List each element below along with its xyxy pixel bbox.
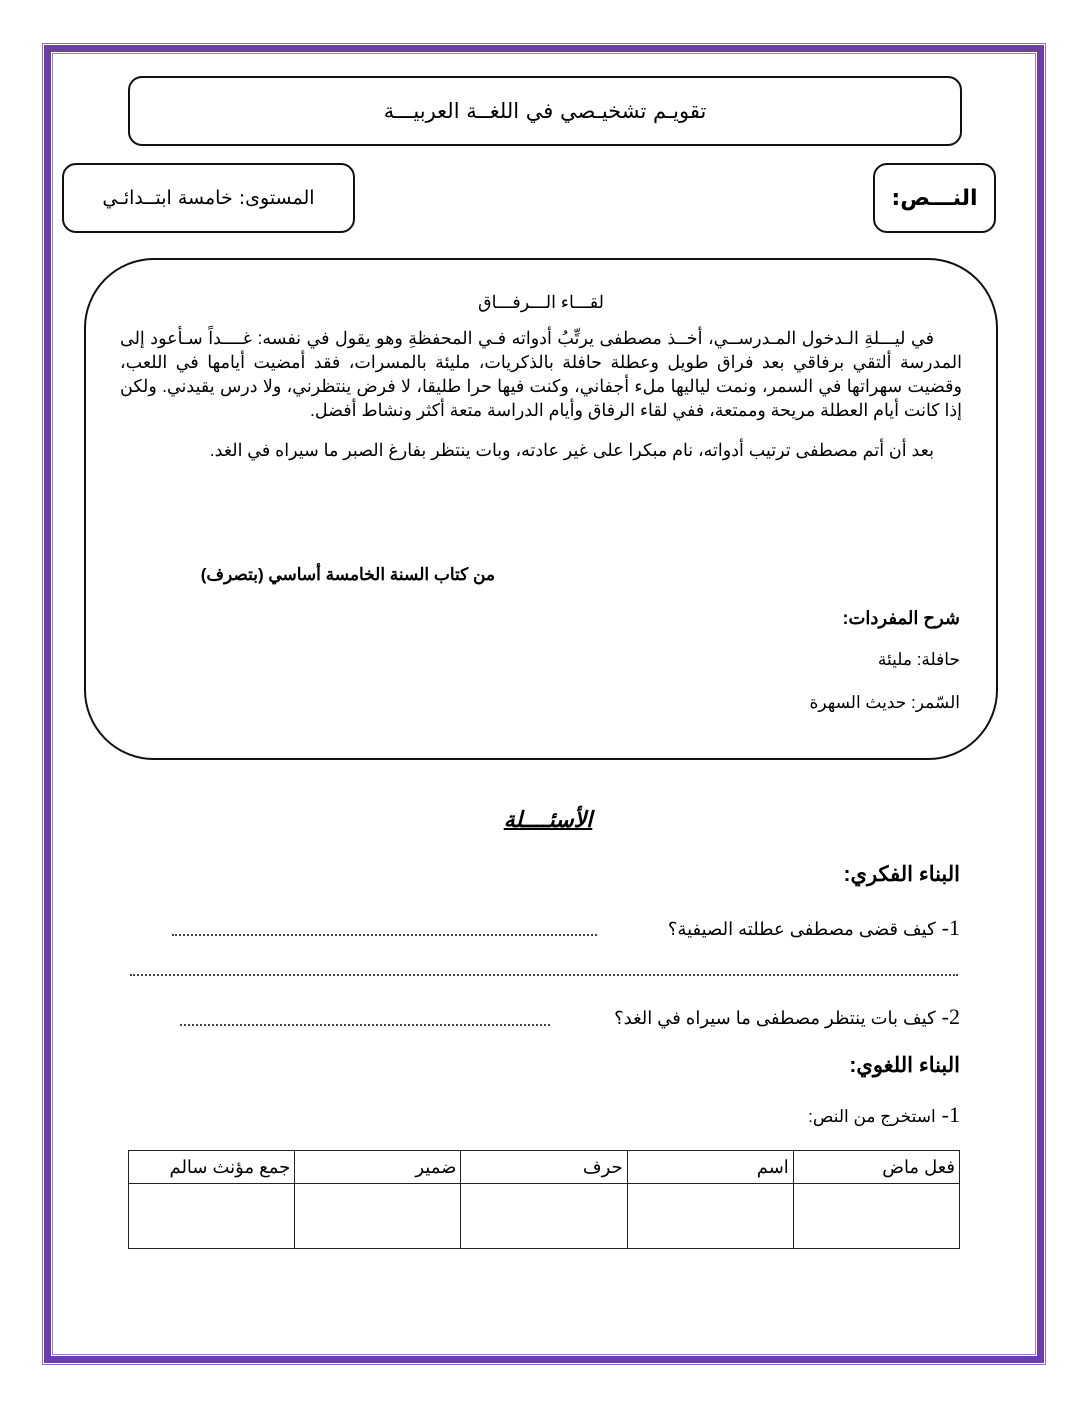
- questions-heading: [0, 808, 1088, 833]
- answer-cell[interactable]: [461, 1184, 627, 1249]
- comprehension-section-title: البناء الفكري:: [843, 863, 960, 886]
- level-box: [62, 163, 355, 233]
- passage-paragraph-2: بعد أن أتم مصطفى ترتيب أدواته، نام مبكرا على غير عادته، وبات ينتظر بفارغ الصبر ما سيراه في الغد.: [209, 440, 934, 460]
- passage: [120, 290, 962, 462]
- answer-cell[interactable]: [295, 1184, 461, 1249]
- language-section-title: البناء اللغوي:: [849, 1054, 960, 1077]
- table-row: [129, 1184, 960, 1249]
- vocab-item: حافلة: مليئة: [877, 650, 960, 669]
- answer-line[interactable]: [180, 1024, 550, 1026]
- answer-cell[interactable]: [793, 1184, 959, 1249]
- text-label-box: [873, 163, 996, 233]
- language-question-1: [808, 1102, 960, 1128]
- table-header-fem-plural: جمع مؤنث سالم: [129, 1151, 295, 1184]
- question-number: 1-: [941, 915, 960, 940]
- answer-line[interactable]: [130, 974, 958, 976]
- table-header-row: [129, 1151, 960, 1184]
- answer-cell[interactable]: [129, 1184, 295, 1249]
- question-text: استخرج من النص:: [808, 1107, 936, 1126]
- vocab-item: السّمر: حديث السهرة: [809, 693, 960, 712]
- table-header-pronoun: ضمير: [295, 1151, 461, 1184]
- table-header-past-verb: فعل ماض: [793, 1151, 959, 1184]
- question-2: [614, 1004, 960, 1030]
- question-number: 2-: [941, 1004, 960, 1029]
- page-title: تقويـم تشخيـصي في اللغــة العربيـــة: [383, 99, 707, 123]
- vocab-title: شرح المفردات:: [842, 608, 960, 628]
- table-header-particle: حرف: [461, 1151, 627, 1184]
- title-box: [128, 76, 962, 146]
- extract-table: [128, 1150, 960, 1249]
- question-number: 1-: [941, 1102, 960, 1127]
- answer-cell[interactable]: [627, 1184, 793, 1249]
- passage-title: لقـــاء الـــرفـــاق: [478, 292, 604, 312]
- question-text: كيف قضى مصطفى عطلته الصيفية؟: [667, 919, 936, 939]
- questions-title: الأسئــــلة: [503, 808, 593, 833]
- text-label: النـــص:: [891, 185, 978, 211]
- passage-source: من كتاب السنة الخامسة أساسي (بتصرف): [200, 565, 495, 584]
- passage-paragraph-1: في ليـــلةِ الـدخول المـدرســي، أخــذ مصطفى يرتِّبُ أدواته فـي المحفظةِ وهو يقول في نفسه: غــــداً سـأعود إلى المدرسة ألتقي برفاقي بعد فراق طويل وعطلة حافلة بالذكريات، مليئة بالمسرات، فقد أمضيت أيامها في اللعب، وقضيت سهراتها في السمر، ونمت لياليها ملء أجفاني، وكنت فيها حرا طليقا، لا فرض ينتظرني، ولا درس يقيدني. ولكن إذا كانت أيام العطلة مريحة وممتعة، ففي لقاء الرفاق وأيام الدراسة متعة أكثر ونشاط أفضل.: [120, 328, 962, 420]
- question-text: كيف بات ينتظر مصطفى ما سيراه في الغد؟: [614, 1008, 936, 1028]
- answer-line[interactable]: [172, 934, 597, 936]
- question-1: [668, 915, 960, 941]
- level-label: المستوى: خامسة ابتــدائـي: [102, 187, 315, 209]
- table-header-noun: اسم: [627, 1151, 793, 1184]
